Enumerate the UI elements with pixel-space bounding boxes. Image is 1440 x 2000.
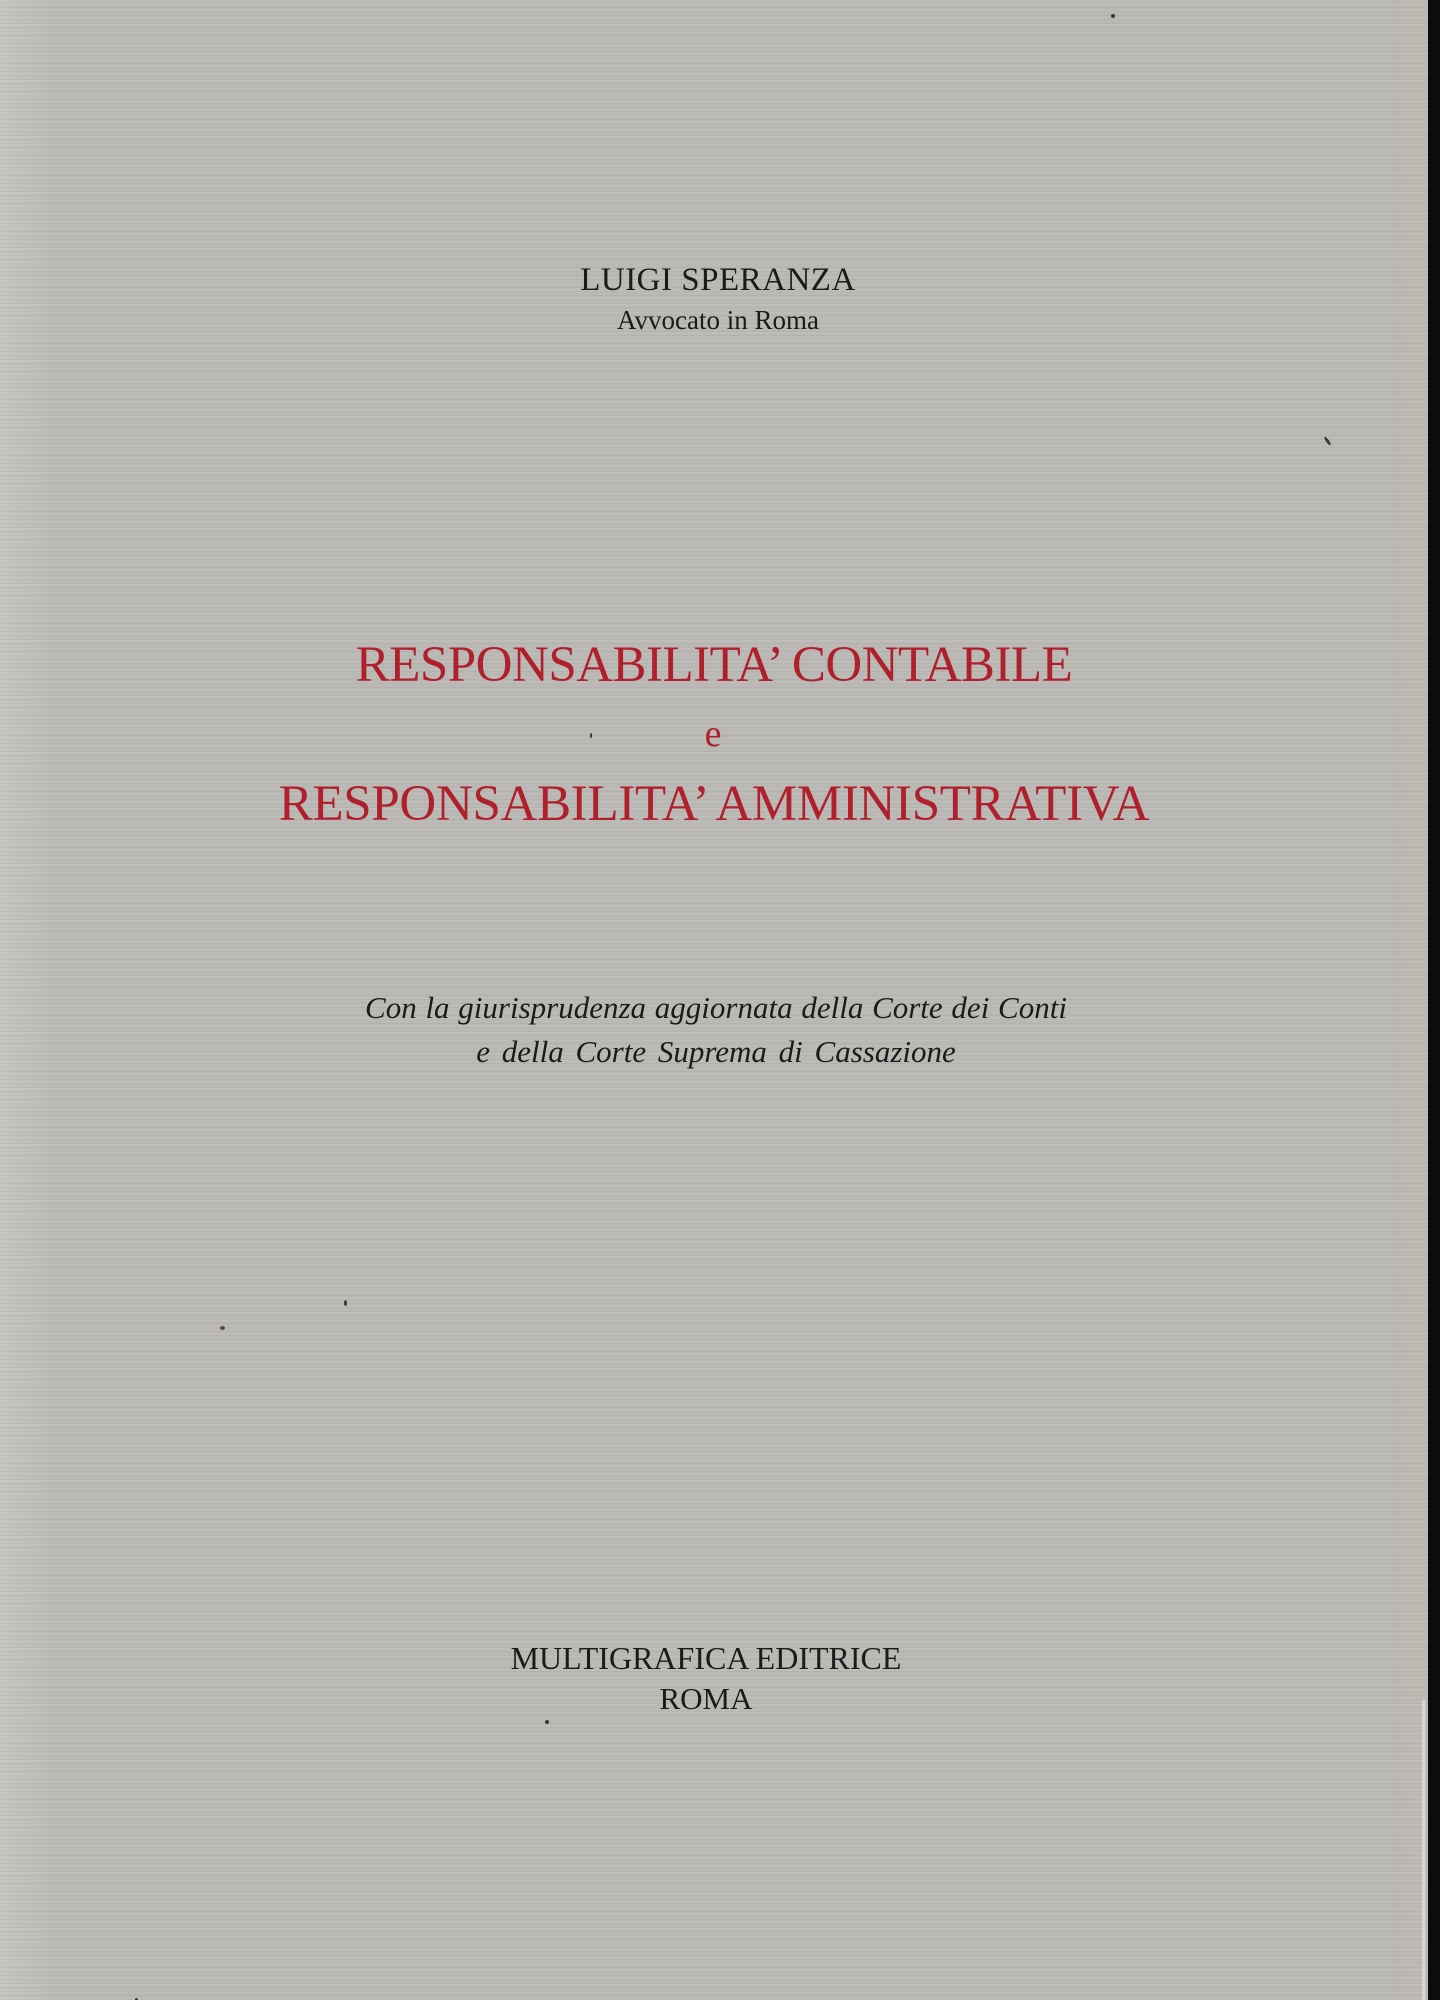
subtitle-line-1: Con la giurisprudenza aggiornata della Corte dei Conti [365, 990, 1067, 1025]
paper-speck [1111, 14, 1115, 18]
title-conjunction: e [704, 713, 722, 755]
paper-speck [545, 1720, 549, 1724]
paper-speck [590, 733, 592, 738]
author-name: LUIGI SPERANZA [580, 262, 856, 298]
title-line-1: RESPONSABILITA’ CONTABILE [355, 637, 1073, 693]
title-line-2: RESPONSABILITA’ AMMINISTRATIVA [278, 776, 1150, 832]
paper-speck [1323, 436, 1331, 446]
publisher-city: ROMA [659, 1681, 753, 1716]
paper-speck [344, 1300, 347, 1306]
paper-speck [220, 1326, 225, 1330]
publisher-name: MULTIGRAFICA EDITRICE [510, 1640, 902, 1676]
cover-edge-highlight [1421, 1700, 1426, 2000]
subtitle-line-2: e della Corte Suprema di Cassazione [476, 1034, 956, 1069]
author-role: Avvocato in Roma [617, 305, 819, 335]
